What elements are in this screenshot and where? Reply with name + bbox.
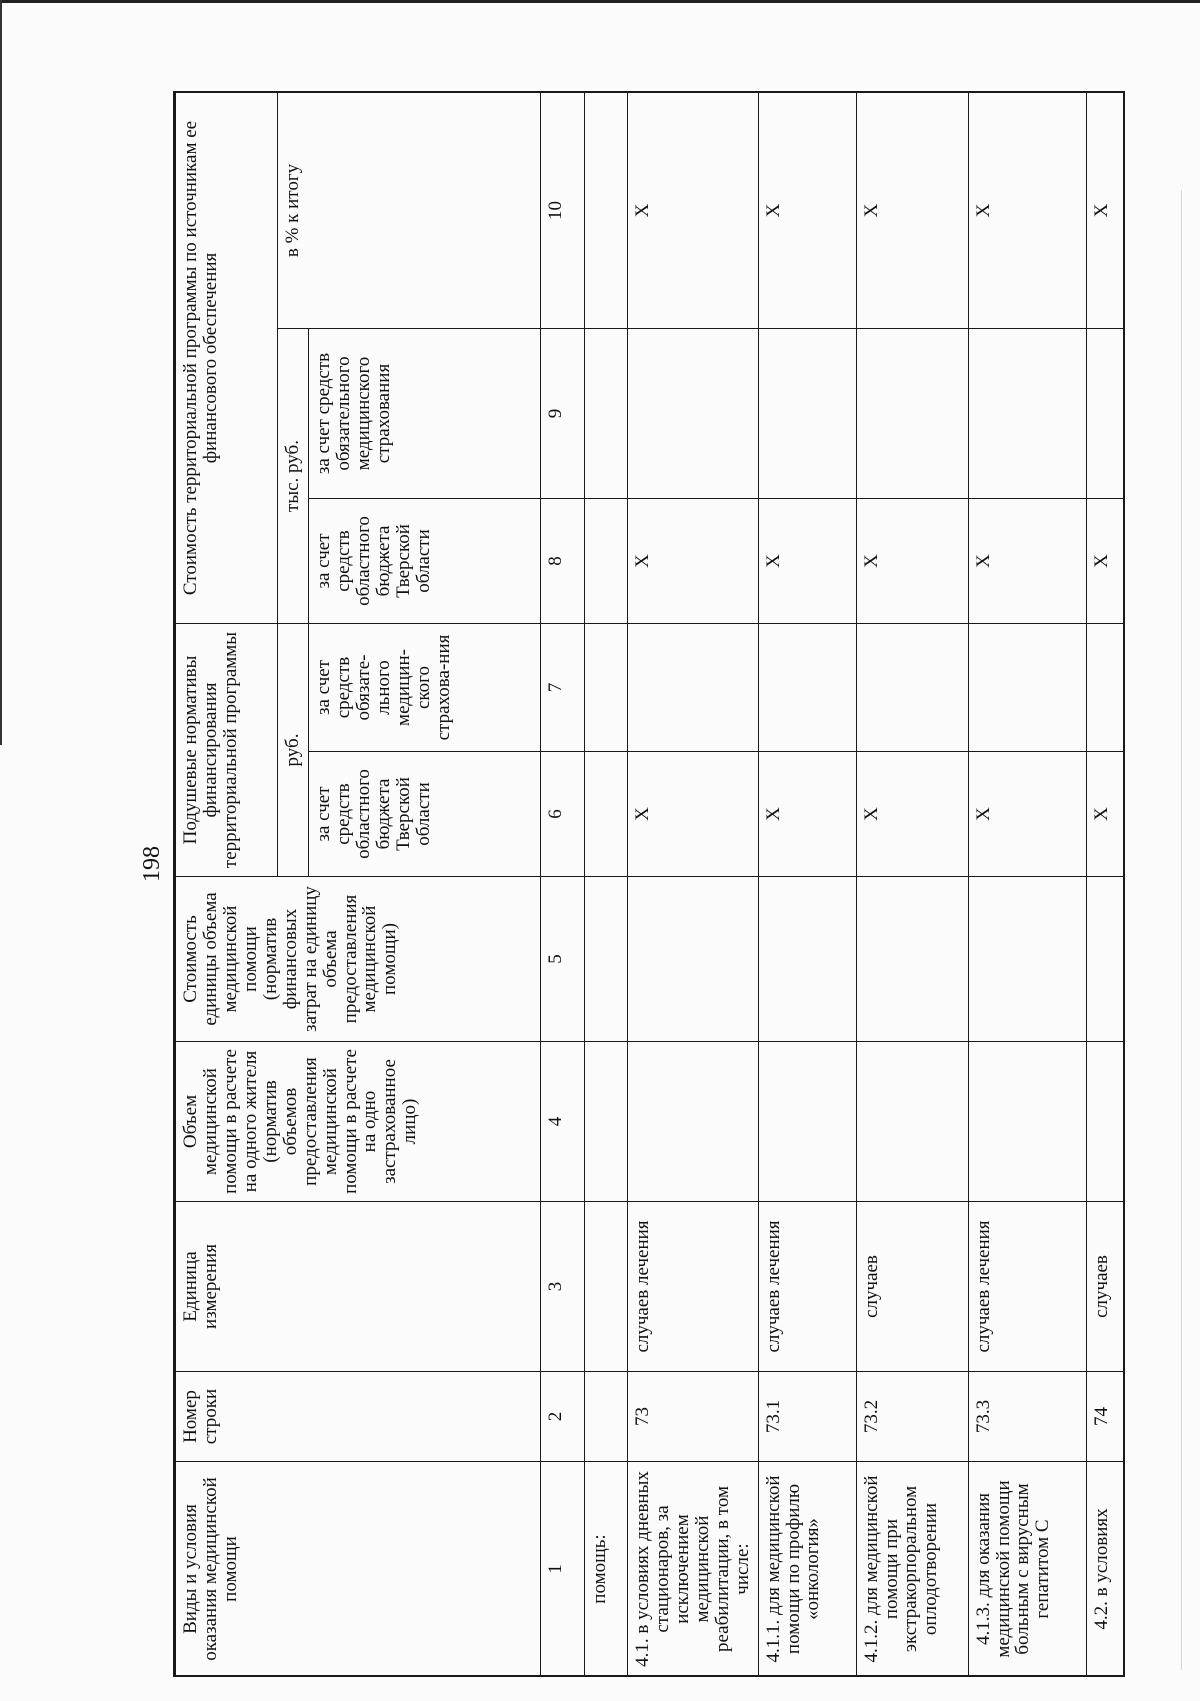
row-number: 74	[1086, 1372, 1125, 1462]
row-percent: X	[1086, 92, 1125, 328]
column-number: 6	[540, 752, 584, 877]
row-norm-insurance	[968, 624, 1086, 752]
row-number: 73.1	[758, 1372, 856, 1462]
row-unit-cost	[627, 877, 758, 1042]
row-name: 4.1.1. для медицинской помощи по профилю «онкология»	[758, 1462, 856, 1677]
page-number: 198	[138, 846, 165, 882]
row-cost-insurance	[968, 329, 1086, 499]
row-norm-insurance	[627, 624, 758, 752]
row-unit: случаев лечения	[968, 1202, 1086, 1372]
column-number: 1	[540, 1462, 584, 1677]
row-percent: X	[968, 92, 1086, 328]
header-unit-cost: Стоимость единицы объема медицинской помощи (норматив финансовых затрат на единицу объема предоставления медицинской помощи)	[176, 877, 541, 1042]
row-norm-insurance	[1086, 624, 1125, 752]
row-number: 73.2	[856, 1372, 968, 1462]
table-row	[856, 92, 968, 1676]
row-percent: X	[627, 92, 758, 328]
row-norm-budget: X	[1086, 752, 1125, 877]
column-number-row	[540, 92, 584, 1676]
row-unit: случаев лечения	[758, 1202, 856, 1372]
row-percent: X	[856, 92, 968, 328]
row-number: 73.3	[968, 1372, 1086, 1462]
scan-top-edge	[0, 0, 1200, 3]
table-row	[1086, 92, 1125, 1676]
row-name: 4.2. в условиях	[1086, 1462, 1125, 1677]
row-norm-budget: X	[968, 752, 1086, 877]
row-norm-insurance	[758, 624, 856, 752]
row-name: 4.1.3. для оказания медицинской помощи больным с вирусным гепатитом С	[968, 1462, 1086, 1677]
section-label: помощь:	[584, 1462, 627, 1677]
row-norm-budget: X	[856, 752, 968, 877]
column-number: 7	[540, 624, 584, 752]
scan-right-edge	[1181, 190, 1182, 1670]
table-frame	[173, 91, 1125, 1677]
column-number: 5	[540, 877, 584, 1042]
table-row	[758, 92, 856, 1676]
row-volume	[856, 1042, 968, 1202]
scan-left-edge	[0, 0, 2, 745]
row-percent: X	[758, 92, 856, 328]
header-group-cost: Стоимость территориальной программы по источникам ее финансового обеспечения	[176, 92, 278, 623]
row-volume	[627, 1042, 758, 1202]
section-row	[584, 92, 627, 1676]
column-number: 4	[540, 1042, 584, 1202]
header-row-number: Номер строки	[176, 1372, 541, 1462]
column-number: 9	[540, 329, 584, 499]
column-number: 8	[540, 499, 584, 624]
table-row	[968, 92, 1086, 1676]
rotated-table-container	[175, 93, 1125, 1677]
financing-table	[175, 92, 1125, 1677]
header-percent: в % к итогу	[278, 92, 541, 328]
header-unit: Единица измерения	[176, 1202, 541, 1372]
row-unit: случаев лечения	[627, 1202, 758, 1372]
row-unit-cost	[856, 877, 968, 1042]
row-volume	[758, 1042, 856, 1202]
header-group-norms: Подушевые нормативы финансирования территориальной программы	[176, 624, 278, 877]
row-number: 73	[627, 1372, 758, 1462]
row-cost-insurance	[856, 329, 968, 499]
column-number: 3	[540, 1202, 584, 1372]
column-number: 2	[540, 1372, 584, 1462]
header-norm-regional-budget: за счет средств областного бюджета Тверской области	[308, 752, 540, 877]
header-cost-mandatory-insurance: за счет средств обязательного медицинского страхования	[308, 329, 540, 499]
row-cost-budget: X	[856, 499, 968, 624]
header-kinds: Виды и условия оказания медицинской помощи	[176, 1462, 541, 1677]
row-volume	[1086, 1042, 1125, 1202]
row-name: 4.1.2. для медицинской помощи при экстракорпоральном оплодотворении	[856, 1462, 968, 1677]
row-norm-budget: X	[627, 752, 758, 877]
row-unit-cost	[758, 877, 856, 1042]
header-volume: Объем медицинской помощи в расчете на одного жителя (норматив объемов предоставления медицинской помощи в расчете на одно застрахованное лицо)	[176, 1042, 541, 1202]
table-row	[627, 92, 758, 1676]
row-cost-insurance	[627, 329, 758, 499]
row-norm-insurance	[856, 624, 968, 752]
row-norm-budget: X	[758, 752, 856, 877]
row-unit-cost	[968, 877, 1086, 1042]
row-cost-budget: X	[1086, 499, 1125, 624]
header-unit-thousand-rub: тыс. руб.	[278, 329, 309, 624]
row-cost-budget: X	[758, 499, 856, 624]
row-unit: случаев	[1086, 1202, 1125, 1372]
column-number: 10	[540, 92, 584, 328]
row-cost-budget: X	[968, 499, 1086, 624]
row-cost-insurance	[758, 329, 856, 499]
row-cost-insurance	[1086, 329, 1125, 499]
row-volume	[968, 1042, 1086, 1202]
row-cost-budget: X	[627, 499, 758, 624]
row-unit-cost	[1086, 877, 1125, 1042]
header-norm-mandatory-insurance: за счет средств обязате-льного медицин-ского страхова-ния	[308, 624, 540, 752]
row-unit: случаев	[856, 1202, 968, 1372]
header-cost-regional-budget: за счет средств областного бюджета Тверской области	[308, 499, 540, 624]
header-unit-rub: руб.	[278, 624, 309, 877]
row-name: 4.1. в условиях дневных стационаров, за исключением медицинской реабилитации, в том числе:	[627, 1462, 758, 1677]
